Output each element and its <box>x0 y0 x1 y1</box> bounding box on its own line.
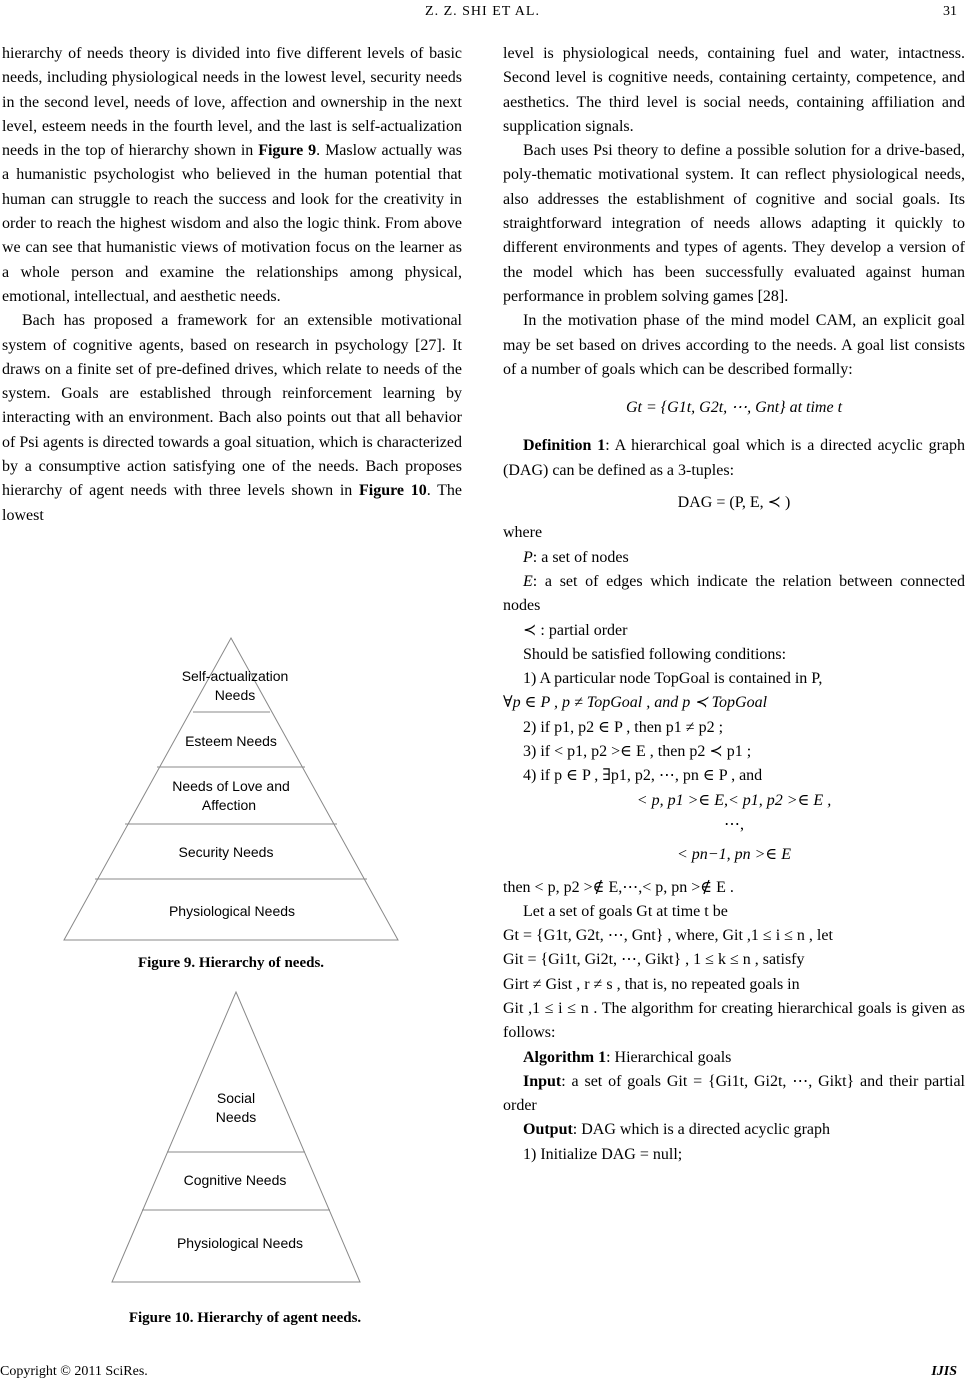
figure-10-ref: Figure 10 <box>359 482 427 500</box>
fig9-level-love-b: Affection <box>201 797 257 813</box>
right-paragraph-2: Bach uses Psi theory to define a possible solution for a drive-based, poly-thematic motivational system. It can reflect physiological needs, also addresses the establishment of cognitive and social goals. Its straightforward integration of needs allows adapting it quickly to different environments and types of agents. They develop a version of the model which has been successfully evaluated against human performance in problem solving games [28]. <box>503 142 965 305</box>
condition-4: 4) if p ∈ P , ∃p1, p2, ⋯, pn ∈ P , and <box>523 767 763 785</box>
algorithm-input: Input: a set of goals Git = {Gi1t, Gi2t, ⋯, Gikt} and their partial order <box>503 1072 965 1115</box>
equation-dag: DAG = (P, E, ≺ ) <box>677 494 791 512</box>
gt-definition: Gt = {G1t, G2t, ⋯, Gnt} , where, Git ,1 ≤ i ≤ n , let <box>503 927 833 945</box>
definition-1: Definition 1: A hierarchical goal which is a directed acyclic graph (DAG) can be defined as a 3-tuples: <box>503 437 965 479</box>
figure-10-pyramid <box>108 990 364 1286</box>
condition-3: 3) if < p1, p2 >∈ E , then p2 ≺ p1 ; <box>523 743 752 761</box>
no-repeat: Girt ≠ Gist , r ≠ s , that is, no repeated goals in <box>503 975 800 993</box>
figure-9-caption: Figure 9. Hierarchy of needs. <box>137 955 325 971</box>
fig10-level-physiological: Physiological Needs <box>176 1235 304 1251</box>
running-title: Z. Z. SHI ET AL. <box>425 4 540 19</box>
left-column <box>2 42 462 528</box>
figure-9-ref: Figure 9 <box>258 142 317 160</box>
right-column <box>503 42 965 1167</box>
left-paragraph-2: Bach has proposed a framework for an extensible motivational system of cognitive agents, based on research in psychology [27]. It draws on a finite set of pre-defined drives, which relate to needs of the system. Goals are established through reinforcement learning by interacting with an environment. Bach also points out that all behavior of Psi agents is directed towards a goal situation, which is characterized by a consumptive action satisfying one of the needs. Bach proposes hierarchy of agent needs with three levels shown in Figure 10. The lowest <box>2 312 463 524</box>
copyright: Copyright © 2011 SciRes. <box>0 1364 148 1379</box>
fig9-level-love-a: Needs of Love and <box>172 778 290 794</box>
condition-2: 2) if p1, p2 ∈ P , then p1 ≠ p2 ; <box>523 718 724 736</box>
where-label: where <box>503 524 543 542</box>
let-set: Let a set of goals Gt at time t be <box>523 902 728 920</box>
fig10-level-cognitive: Cognitive Needs <box>183 1172 287 1188</box>
right-paragraph-1: level is physiological needs, containing fuel and water, intactness. Second level is cognitive needs, containing certainty, competence, and aesthetics. The third level is social needs, containing affiliation and supplication signals. <box>503 45 965 135</box>
algorithm-1: Algorithm 1: Hierarchical goals <box>523 1048 732 1066</box>
fig10-level-social-b: Needs <box>215 1109 257 1125</box>
def-p: P: a set of nodes <box>523 548 629 566</box>
fig9-level-self-actualization-b: Needs <box>214 687 256 703</box>
fig9-level-esteem: Esteem Needs <box>185 733 277 749</box>
conditions-intro: Should be satisfied following conditions: <box>523 645 787 663</box>
left-paragraph-1: hierarchy of needs theory is divided into five different levels of basic needs, including physiological needs in the lowest level, security needs in the second level, needs of love, affection and ownership in the next level, esteem needs in the fourth level, and the last is self-actualization needs in the top of hierarchy shown in Figure 9. Maslow actually was a humanistic psychologist who believed in the human potential that human can struggle to reach the success and look for the creativity in order to reach the highest wisdom and also the logic think. From above we can see that humanistic views of motivation focus on the learner as a whole person and examine the relationships among physical, emotional, intellectual, and aesthetic needs. <box>2 45 462 305</box>
condition-1b: ∀p ∈ P , p ≠ TopGoal , and p ≺ TopGoal <box>503 694 768 712</box>
journal-name: IJIS <box>931 1364 957 1379</box>
algorithm-output: Output: DAG which is a directed acyclic graph <box>523 1121 831 1139</box>
fig10-level-social-a: Social <box>216 1090 256 1106</box>
figure-9-pyramid <box>60 636 402 944</box>
git-definition: Git = {Gi1t, Gi2t, ⋯, Gikt} , 1 ≤ k ≤ n , satisfy <box>503 951 805 969</box>
algorithm-step-1: 1) Initialize DAG = null; <box>523 1145 683 1163</box>
right-paragraph-3: In the motivation phase of the mind model CAM, an explicit goal may be set based on drives according to the needs. A goal list consists of a number of goals which can be described formally: <box>503 312 965 378</box>
condition-4d: < pn−1, pn >∈ E <box>676 846 791 864</box>
condition-1a: 1) A particular node TopGoal is contained in P, <box>523 670 823 688</box>
fig9-level-self-actualization-a: Self-actualization <box>181 668 289 684</box>
def-e: E: a set of edges which indicate the relation between connected nodes <box>503 572 965 615</box>
condition-4c: ⋯, <box>724 815 744 833</box>
fig9-level-physiological: Physiological Needs <box>168 903 296 919</box>
then-line: then < p, p2 >∉ E,⋯,< p, pn >∉ E . <box>503 878 734 896</box>
page-header <box>0 0 965 26</box>
algo-intro: Git ,1 ≤ i ≤ n . The algorithm for creating hierarchical goals is given as follows: <box>503 999 965 1042</box>
figure-10-caption: Figure 10. Hierarchy of agent needs. <box>128 1310 362 1326</box>
condition-4b: < p, p1 >∈ E,< p1, p2 >∈ E , <box>636 791 832 809</box>
equation-goal-list: Gt = {G1t, G2t, ⋯, Gnt} at time t <box>625 399 843 417</box>
def-partial-order: ≺ : partial order <box>523 621 628 639</box>
page-number: 31 <box>943 4 957 19</box>
fig9-level-security: Security Needs <box>178 844 274 860</box>
